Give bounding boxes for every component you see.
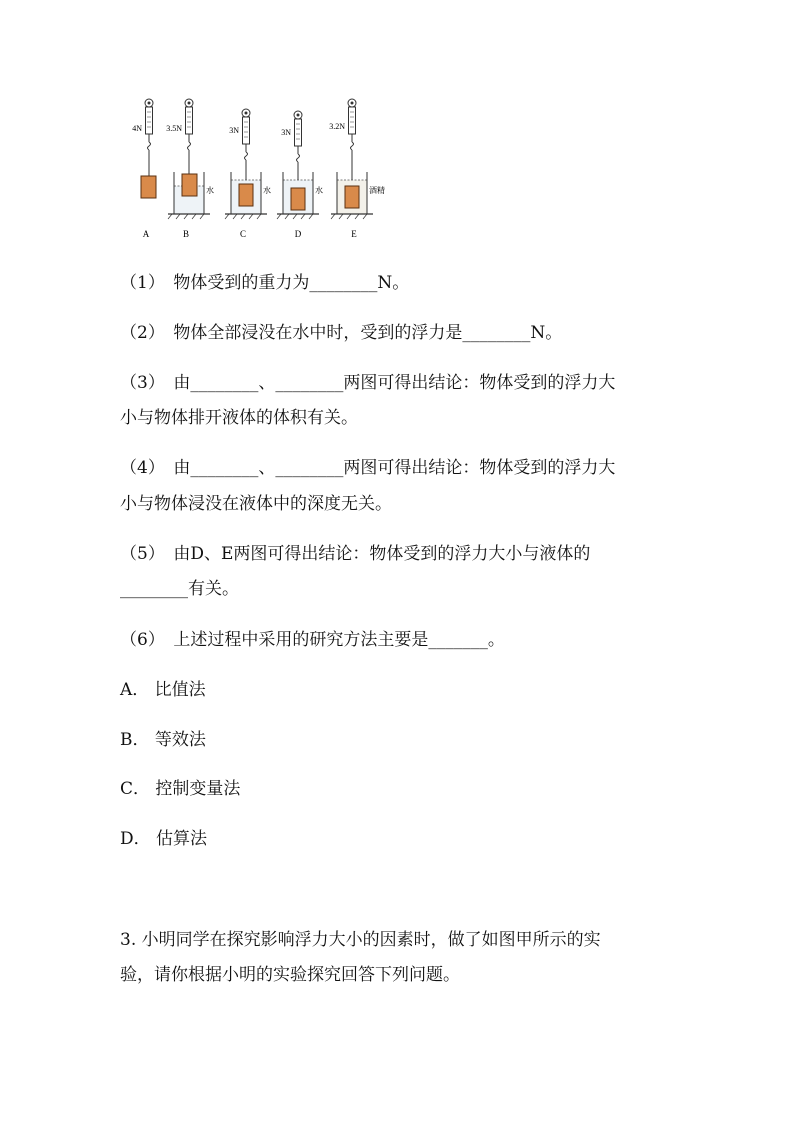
panel-d <box>277 111 323 239</box>
liquid-e: 酒精 <box>369 186 385 195</box>
label-e: E <box>351 229 357 239</box>
reading-d: 3N <box>281 128 291 137</box>
question-3-line-2: 小与物体排开液体的体积有关。 <box>120 408 358 428</box>
option-b: B． 等效法 <box>120 730 206 750</box>
reading-b: 3.5N <box>166 124 182 133</box>
panel-a <box>132 99 156 239</box>
option-d: D． 估算法 <box>120 829 208 849</box>
question-5-line-2: ________有关。 <box>120 579 239 599</box>
buoyancy-experiment-figure <box>118 96 388 246</box>
reading-a: 4N <box>132 124 142 133</box>
reading-c: 3N <box>229 126 239 135</box>
panel-c <box>225 109 271 239</box>
question-4-line-1: （4） 由________、________两图可得出结论：物体受到的浮力大 <box>120 458 616 478</box>
object-block <box>182 174 197 196</box>
object-block <box>141 176 156 198</box>
question-3-stem-line-2: 验，请你根据小明的实验探究回答下列问题。 <box>120 965 460 985</box>
object-block <box>291 188 305 210</box>
option-a: A． 比值法 <box>120 680 206 700</box>
panel-e <box>329 99 385 239</box>
question-3-line-1: （3） 由________、________两图可得出结论：物体受到的浮力大 <box>120 373 616 393</box>
question-1: （1） 物体受到的重力为________N。 <box>120 273 410 293</box>
question-6: （6） 上述过程中采用的研究方法主要是_______。 <box>120 630 505 650</box>
liquid-d: 水 <box>315 186 323 195</box>
liquid-b: 水 <box>206 186 214 195</box>
label-a: A <box>142 229 150 239</box>
liquid-c: 水 <box>263 186 271 195</box>
panel-b <box>166 99 214 239</box>
question-3-stem-line-1: 3. 小明同学在探究影响浮力大小的因素时，做了如图甲所示的实 <box>120 930 601 950</box>
option-c: C． 控制变量法 <box>120 779 241 799</box>
question-5-line-1: （5） 由D、E两图可得出结论：物体受到的浮力大小与液体的 <box>120 544 591 564</box>
object-block <box>345 186 359 208</box>
label-b: B <box>182 229 190 239</box>
label-c: C <box>239 229 247 239</box>
object-block <box>239 184 253 206</box>
label-d: D <box>294 229 302 239</box>
reading-e: 3.2N <box>329 122 345 131</box>
question-2: （2） 物体全部浸没在水中时，受到的浮力是________N。 <box>120 323 563 343</box>
question-4-line-2: 小与物体浸没在液体中的深度无关。 <box>120 494 392 514</box>
